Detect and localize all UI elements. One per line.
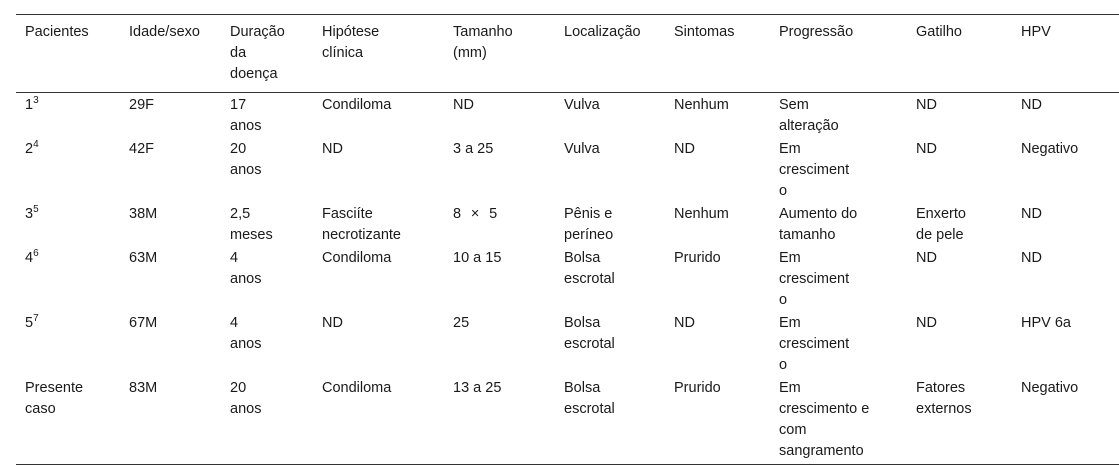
cell-hypothesis: Condiloma xyxy=(322,97,392,113)
table-row xyxy=(16,312,1119,377)
table-row xyxy=(16,377,1119,465)
cell-age-sex: 63M xyxy=(129,250,158,266)
cell-hpv: HPV 6a xyxy=(1021,315,1071,331)
header-localizacao: Localização xyxy=(564,24,641,40)
cell-duration: 17 anos xyxy=(230,97,262,134)
cell-symptoms: Nenhum xyxy=(674,97,729,113)
cell-location: Bolsa escrotal xyxy=(564,380,615,417)
cell-symptoms: Prurido xyxy=(674,380,721,396)
cell-hpv: ND xyxy=(1021,206,1042,222)
cell-hypothesis: Fasciíte necrotizante xyxy=(322,206,401,243)
header-pacientes: Pacientes xyxy=(25,24,89,40)
cell-trigger: ND xyxy=(916,250,937,266)
table-header-row xyxy=(16,15,1119,93)
cell-progression: Sem alteração xyxy=(779,97,839,134)
cell-progression: Aumento do tamanho xyxy=(779,206,858,243)
cell-hypothesis: Condiloma xyxy=(322,250,392,266)
cell-location: Pênis e períneo xyxy=(564,206,614,243)
cell-progression: Em crescimento xyxy=(779,315,850,373)
cell-symptoms: Prurido xyxy=(674,250,721,266)
cell-patient: Presente caso xyxy=(25,380,84,417)
table-row xyxy=(16,203,1119,247)
cell-duration: 20 anos xyxy=(230,141,262,178)
case-comparison-table xyxy=(16,14,1119,465)
cell-trigger: ND xyxy=(916,97,937,113)
cell-progression: Em crescimento e com sangramento xyxy=(779,380,870,459)
cell-hpv: Negativo xyxy=(1021,141,1079,157)
header-gatilho: Gatilho xyxy=(916,24,962,40)
cell-location: Vulva xyxy=(564,97,600,113)
cell-patient: $3^5$ xyxy=(25,204,39,222)
cell-age-sex: 38M xyxy=(129,206,158,222)
cell-size: ND xyxy=(453,97,474,113)
cell-patient: $1^3$ xyxy=(25,95,39,113)
cell-patient: $2^4$ xyxy=(25,139,39,157)
cell-age-sex: 83M xyxy=(129,380,158,396)
cell-hpv: Negativo xyxy=(1021,380,1079,396)
cell-age-sex: 42F xyxy=(129,141,154,157)
cell-patient: $4^6$ xyxy=(25,248,39,266)
cell-hypothesis: Condiloma xyxy=(322,380,392,396)
cell-hypothesis: ND xyxy=(322,141,343,157)
cell-trigger: Fatores externos xyxy=(916,380,972,417)
case-comparison-table-container xyxy=(16,14,1119,465)
citation-ref[interactable]: 5 xyxy=(33,204,39,216)
header-progressao: Progressão xyxy=(779,24,854,40)
cell-trigger: Enxerto de pele xyxy=(916,206,966,243)
table-row xyxy=(16,138,1119,203)
cell-hpv: ND xyxy=(1021,97,1042,113)
cell-age-sex: 29F xyxy=(129,97,154,113)
cell-duration: 2,5 meses xyxy=(230,206,273,243)
cell-duration: 4 anos xyxy=(230,250,262,287)
cell-size: 25 xyxy=(453,315,470,331)
citation-ref[interactable]: 4 xyxy=(33,139,39,151)
cell-trigger: ND xyxy=(916,315,937,331)
cell-duration: 4 anos xyxy=(230,315,262,352)
cell-trigger: ND xyxy=(916,141,937,157)
cell-hpv: ND xyxy=(1021,250,1042,266)
header-duracao: Duração da doença xyxy=(230,24,285,82)
cell-symptoms: ND xyxy=(674,141,695,157)
cell-size: 10 a 15 xyxy=(453,250,502,266)
cell-symptoms: ND xyxy=(674,315,695,331)
header-tamanho: Tamanho (mm) xyxy=(453,24,513,61)
cell-patient: $5^7$ xyxy=(25,313,39,331)
cell-symptoms: Nenhum xyxy=(674,206,729,222)
table-row xyxy=(16,247,1119,312)
cell-location: Vulva xyxy=(564,141,600,157)
cell-duration: 20 anos xyxy=(230,380,262,417)
table-row xyxy=(16,93,1119,139)
cell-progression: Em crescimento xyxy=(779,141,850,199)
header-idade-sexo: Idade/sexo xyxy=(129,24,200,40)
cell-age-sex: 67M xyxy=(129,315,158,331)
citation-ref[interactable]: 6 xyxy=(33,248,39,260)
cell-size: 8 × 5 xyxy=(453,206,498,222)
cell-progression: Em crescimento xyxy=(779,250,850,308)
cell-location: Bolsa escrotal xyxy=(564,315,615,352)
header-sintomas: Sintomas xyxy=(674,24,735,40)
citation-ref[interactable]: 7 xyxy=(33,313,39,325)
cell-size: 3 a 25 xyxy=(453,141,494,157)
header-hpv: HPV xyxy=(1021,24,1051,40)
cell-location: Bolsa escrotal xyxy=(564,250,615,287)
cell-size: 13 a 25 xyxy=(453,380,502,396)
citation-ref[interactable]: 3 xyxy=(33,95,39,107)
header-hipotese: Hipótese clínica xyxy=(322,24,380,61)
cell-hypothesis: ND xyxy=(322,315,343,331)
